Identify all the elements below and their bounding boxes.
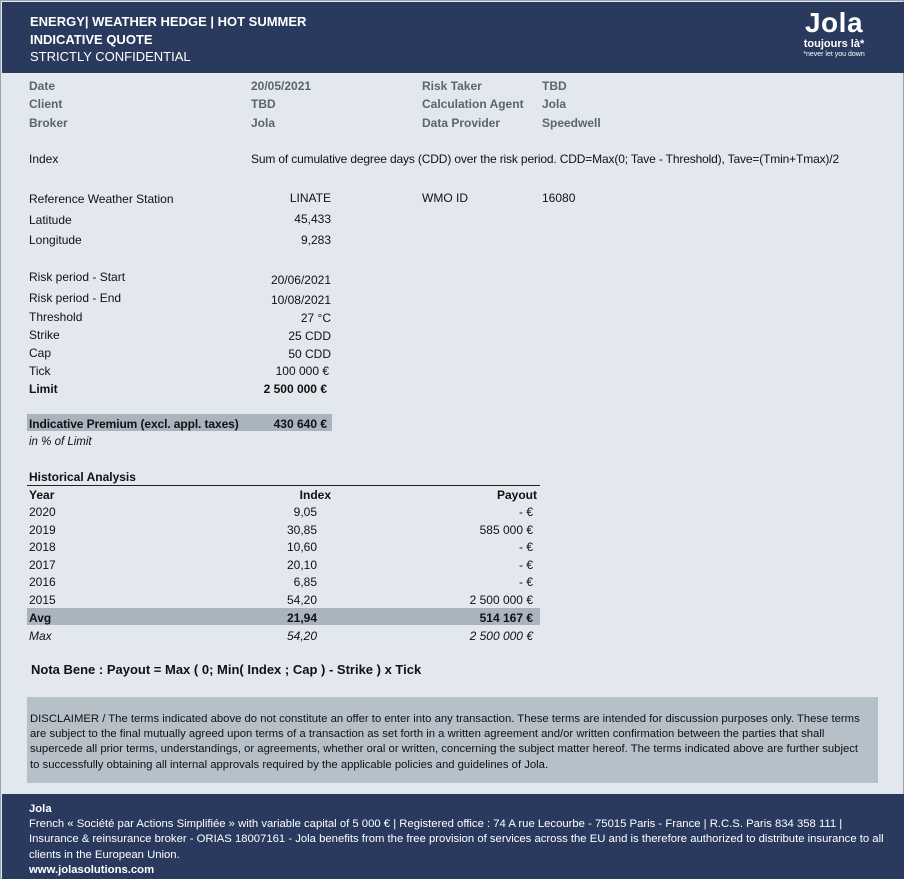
premium-pct-label: in % of Limit bbox=[29, 436, 92, 448]
header-confidential: STRICTLY CONFIDENTIAL bbox=[30, 49, 191, 64]
ref-station-label: Reference Weather Station bbox=[29, 192, 174, 206]
history-index: 6,85 bbox=[293, 575, 317, 589]
date-value: 20/05/2021 bbox=[251, 79, 312, 93]
ref-station-value: LINATE bbox=[289, 191, 331, 205]
history-payout: - € bbox=[518, 575, 533, 589]
premium-label: Indicative Premium (excl. appl. taxes) bbox=[29, 417, 239, 431]
header-banner bbox=[2, 2, 904, 73]
latitude-label: Latitude bbox=[29, 213, 72, 227]
strike-value: 25 CDD bbox=[288, 329, 331, 343]
header-subtitle: INDICATIVE QUOTE bbox=[30, 32, 153, 47]
disclaimer-text: DISCLAIMER / The terms indicated above do not constitute an offer to enter into any transaction. These terms are intended for discussion purposes only. These terms are subject to the final mutually agreed upon terms of a transaction as set forth in a written agreement and/or written confirmation between the parties that shall supercede all prior terms, understandings, or agreements, whether oral or written, concerning the subject matter hereof. The terms indicated above are further subject to successfully obtaining all internal approvals required by the applicable policies and guidelines of Jola. bbox=[30, 713, 860, 771]
history-year: 2017 bbox=[29, 558, 56, 572]
broker-label: Broker bbox=[29, 116, 68, 130]
strike-label: Strike bbox=[29, 328, 60, 342]
history-index: 20,10 bbox=[286, 558, 317, 572]
jola-logo bbox=[794, 8, 874, 59]
risk-taker-value: TBD bbox=[542, 79, 567, 93]
logo-name: Jola bbox=[804, 7, 864, 38]
history-year: 2020 bbox=[29, 505, 56, 519]
client-label: Client bbox=[29, 97, 63, 111]
avg-label: Avg bbox=[29, 611, 52, 625]
history-payout: - € bbox=[518, 505, 533, 519]
calc-agent-label: Calculation Agent bbox=[422, 97, 524, 111]
historical-divider bbox=[27, 485, 540, 486]
header-title: ENERGY| WEATHER HEDGE | HOT SUMMER bbox=[30, 14, 307, 29]
risk-start-value: 20/06/2021 bbox=[270, 273, 331, 287]
footer-legal-text: French « Société par Actions Simplifiée » with variable capital of 5 000 € | Registered office : 74 A rue Lecourbe - 75015 Paris - France | R.C.S. Paris 834 358 111 | Insurance & reinsurance broker - ORIAS 18007161 - Jola benefits from the free provision of services across the EU and is therefore authorized to distribute insurance to all clients in the European Union. bbox=[29, 818, 884, 861]
calc-agent-value: Jola bbox=[542, 97, 567, 111]
history-payout: 585 000 € bbox=[479, 523, 533, 537]
history-index: 10,60 bbox=[286, 540, 317, 554]
footer-company-name: Jola bbox=[29, 803, 52, 815]
index-definition: Sum of cumulative degree days (CDD) over the risk period. CDD=Max(0; Tave - Threshold), Tave=(Tmin+Tmax)/2 bbox=[251, 152, 839, 166]
risk-start-label: Risk period - Start bbox=[29, 270, 126, 284]
limit-value: 2 500 000 € bbox=[263, 382, 327, 396]
history-year: 2015 bbox=[29, 593, 56, 607]
history-index: 30,85 bbox=[286, 523, 317, 537]
tick-label: Tick bbox=[29, 364, 51, 378]
wmo-label: WMO ID bbox=[422, 191, 468, 205]
threshold-value: 27 °C bbox=[300, 311, 331, 325]
history-payout: 2 500 000 € bbox=[469, 593, 533, 607]
max-label: Max bbox=[29, 629, 52, 643]
client-value: TBD bbox=[251, 97, 276, 111]
premium-value: 430 640 € bbox=[273, 417, 327, 431]
cap-label: Cap bbox=[29, 346, 52, 360]
latitude-value: 45,433 bbox=[294, 212, 331, 226]
col-index-header: Index bbox=[299, 488, 331, 502]
limit-label: Limit bbox=[29, 382, 58, 396]
broker-value: Jola bbox=[251, 116, 276, 130]
disclaimer-box bbox=[27, 697, 878, 783]
date-label: Date bbox=[29, 79, 56, 93]
historical-title: Historical Analysis bbox=[29, 470, 136, 484]
avg-index: 21,94 bbox=[286, 611, 317, 625]
history-year: 2016 bbox=[29, 575, 56, 589]
col-payout-header: Payout bbox=[496, 488, 537, 502]
max-index: 54,20 bbox=[286, 629, 317, 643]
risk-taker-label: Risk Taker bbox=[422, 79, 482, 93]
longitude-label: Longitude bbox=[29, 233, 82, 247]
logo-tagline: toujours là* bbox=[803, 38, 865, 50]
risk-end-value: 10/08/2021 bbox=[270, 293, 331, 307]
max-payout: 2 500 000 € bbox=[469, 629, 533, 643]
avg-payout: 514 167 € bbox=[479, 611, 533, 625]
history-index: 54,20 bbox=[286, 593, 317, 607]
col-year-header: Year bbox=[29, 488, 55, 502]
history-year: 2018 bbox=[29, 540, 56, 554]
index-label: Index bbox=[29, 152, 59, 166]
history-index: 9,05 bbox=[293, 505, 317, 519]
threshold-label: Threshold bbox=[29, 310, 83, 324]
footer-website-link[interactable]: www.jolasolutions.com bbox=[29, 863, 155, 876]
history-year: 2019 bbox=[29, 523, 56, 537]
risk-end-label: Risk period - End bbox=[29, 291, 122, 305]
wmo-value: 16080 bbox=[542, 191, 576, 205]
logo-subtagline: *never let you down bbox=[803, 51, 865, 58]
cap-value: 50 CDD bbox=[288, 347, 331, 361]
history-payout: - € bbox=[518, 558, 533, 572]
nota-bene: Nota Bene : Payout = Max ( 0; Min( Index ; Cap ) - Strike ) x Tick bbox=[31, 662, 422, 677]
tick-value: 100 000 € bbox=[275, 364, 329, 378]
footer bbox=[2, 794, 904, 879]
history-payout: - € bbox=[518, 540, 533, 554]
data-provider-value: Speedwell bbox=[542, 116, 601, 130]
data-provider-label: Data Provider bbox=[422, 116, 501, 130]
longitude-value: 9,283 bbox=[300, 233, 331, 247]
